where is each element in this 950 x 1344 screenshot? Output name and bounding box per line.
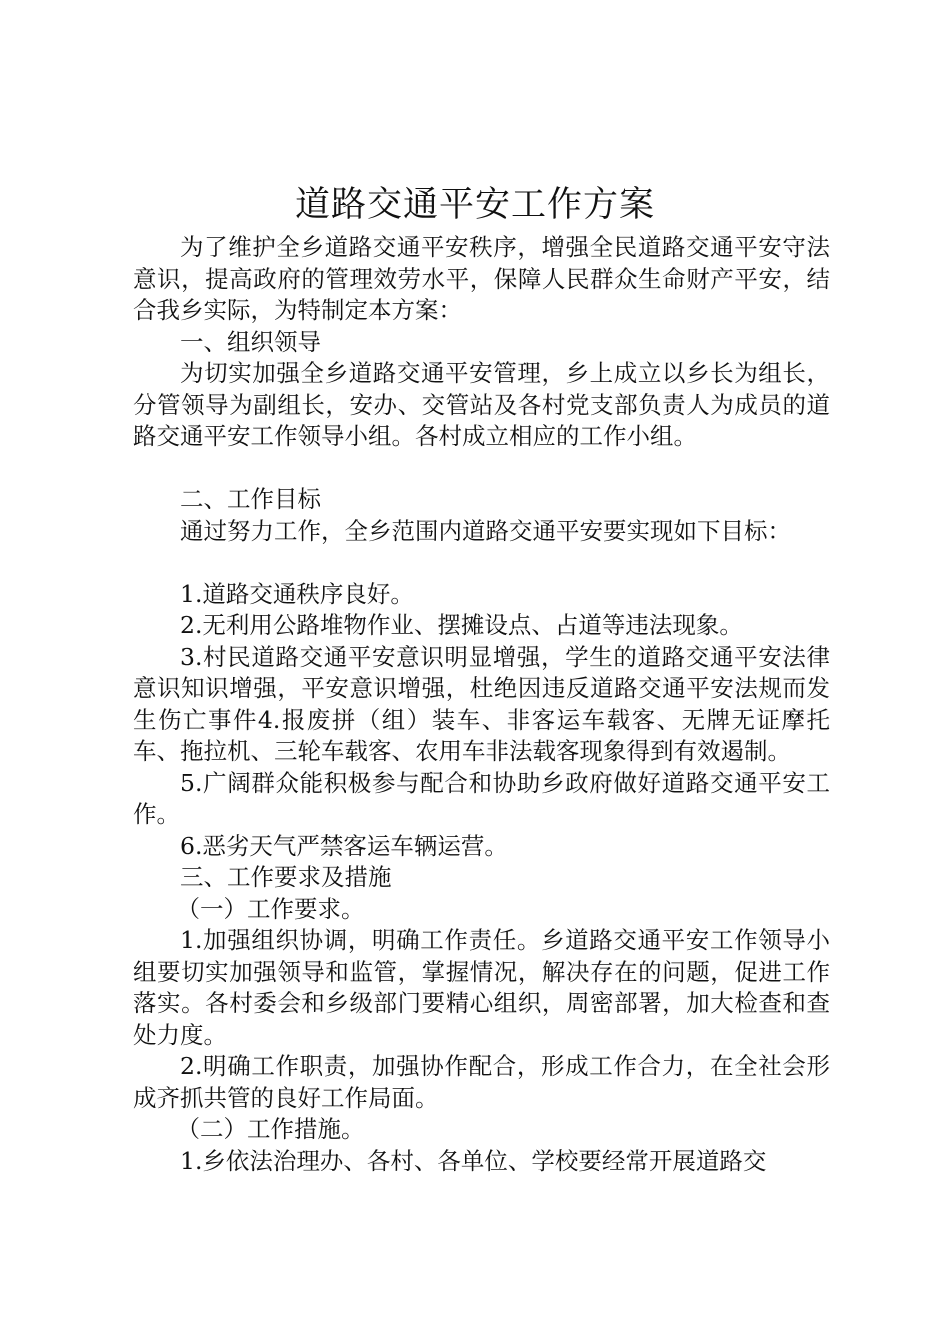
goal-item: 2.无利用公路堆物作业、摆摊设点、占道等违法现象。 bbox=[180, 611, 743, 639]
subsection-heading-requirements: （一）工作要求。 bbox=[176, 894, 365, 923]
blank-line bbox=[133, 547, 830, 579]
requirement-item: 1.加强组织协调，明确工作责任。乡道路交通平安工作领导小组要切实加强领导和监管，掌握情况，解决存在的问题，促进工作落实。各村委会和乡级部门要精心组织，周密部署，加大检查和查处力度。 bbox=[133, 926, 830, 1049]
goal-item: 6.恶劣天气严禁客运车辆运营。 bbox=[180, 831, 508, 860]
blank-line bbox=[133, 453, 830, 485]
goal-item: 1.道路交通秩序良好。 bbox=[180, 579, 414, 608]
section-heading-requirements: 三、工作要求及措施 bbox=[180, 863, 392, 891]
document-body bbox=[133, 232, 830, 1177]
section-heading-goals: 二、工作目标 bbox=[180, 485, 321, 513]
subsection-heading-measures: （二）工作措施。 bbox=[176, 1115, 365, 1143]
goal-item: 5.广阔群众能积极参与配合和协助乡政府做好道路交通平安工作。 bbox=[133, 768, 830, 828]
organization-paragraph: 为切实加强全乡道路交通平安管理，乡上成立以乡长为组长，分管领导为副组长，安办、交管站及各村党支部负责人为成员的道路交通平安工作领导小组。各村成立相应的工作小组。 bbox=[133, 359, 830, 450]
intro-paragraph: 为了维护全乡道路交通平安秩序，增强全民道路交通平安守法意识，提高政府的管理效劳水平，保障人民群众生命财产平安，结合我乡实际，为特制定本方案： bbox=[133, 233, 830, 324]
requirement-item: 2.明确工作职责，加强协作配合，形成工作合力，在全社会形成齐抓共管的良好工作局面。 bbox=[133, 1052, 830, 1112]
section-heading-organization: 一、组织领导 bbox=[180, 327, 321, 356]
measure-item: 1.乡依法治理办、各村、各单位、学校要经常开展道路交 bbox=[180, 1146, 767, 1175]
goals-intro-paragraph: 通过努力工作，全乡范围内道路交通平安要实现如下目标： bbox=[180, 516, 791, 545]
document-title: 道路交通平安工作方案 bbox=[294, 185, 655, 225]
goal-item: 3.村民道路交通平安意识明显增强，学生的道路交通平安法律意识知识增强，平安意识增强，杜绝因违反道路交通平安法规而发生伤亡事件4.报废拼（组）装车、非客运车载客、无牌无证摩托车、拖拉机、三轮车载客、农用车非法载客现象得到有效遏制。 bbox=[133, 642, 830, 765]
